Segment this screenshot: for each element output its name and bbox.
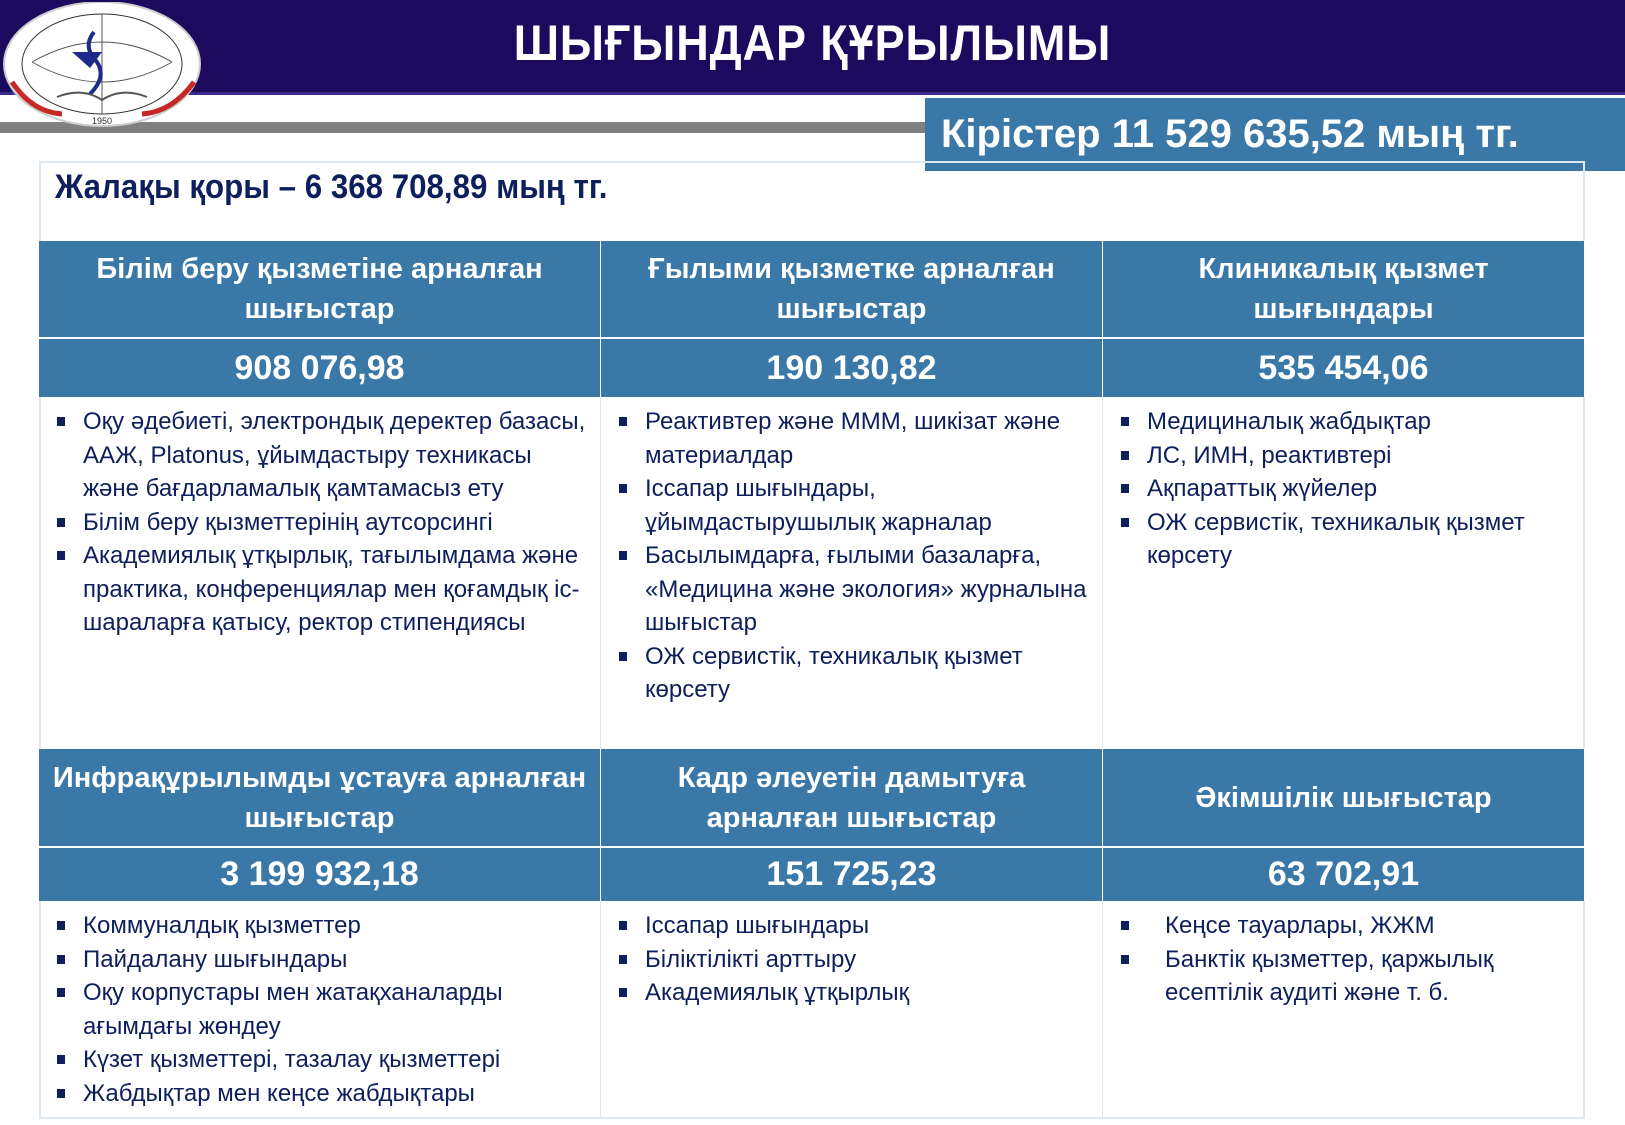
list-item-text: Медициналық жабдықтар [1147,408,1431,435]
list-item [617,405,1094,472]
category-items [1103,397,1585,749]
list-item [1119,943,1576,1010]
list-item-text: Реактивтер және МММ, шикізат және материалдар [645,408,1061,469]
list-item [55,1077,592,1111]
list-item-text: Пайдалану шығындары [83,945,348,973]
list-item-text: Академиялық ұтқырлық [645,979,910,1006]
list-item [55,506,592,540]
page-title: ШЫҒЫНДАР ҚҰРЫЛЫМЫ [513,15,1112,71]
list-item [55,1043,592,1077]
list-item [55,909,592,943]
income-banner: Кірістер 11 529 635,52 мың тг. [925,98,1625,171]
bullet-icon [1121,955,1129,964]
bullet-icon [619,988,627,997]
category-items [1103,901,1585,1119]
list-item-text: Біліктілікті арттыру [645,945,857,973]
list-item-text: ОЖ сервистік, техникалық қызмет көрсету [1147,508,1525,569]
bullet-icon [57,551,65,560]
list-item-text: ЛС, ИМН, реактивтері [1147,441,1392,469]
list-item-text: Оқу әдебиеті, электрондық деректер базасы, ААЖ, Platonus, ұйымдастыру техникасы және бағдарламалық қамтамасыз ету [83,408,586,502]
category-title: Инфрақұрылымды ұстауға арналған шығыстар [39,749,601,846]
bullet-icon [1121,921,1129,930]
category-value: 151 725,23 [601,846,1103,901]
list-item-text: Оқу корпустары мен жатақханаларды ағымдағы жөндеу [83,979,503,1040]
list-item [617,976,1094,1010]
bullet-icon [1121,518,1129,527]
list-item-text: Банктік қызметтер, қаржылық есептілік аудиті және т. б. [1165,945,1494,1006]
category-value: 190 130,82 [601,337,1103,397]
bullet-icon [619,551,627,560]
expense-grid [39,241,1585,1119]
bullet-icon [619,921,627,930]
list-item [617,472,1094,539]
category-items [601,397,1103,749]
list-item [617,943,1094,977]
list-item-text: Іссапар шығындары, ұйымдастырушылық жарналар [645,475,992,536]
category-value: 3 199 932,18 [39,846,601,901]
category-title: Клиникалық қызмет шығындары [1103,241,1585,337]
category-title: Кадр әлеуетін дамытуға арналған шығыстар [601,749,1103,846]
category-items [39,901,601,1119]
category-items [601,901,1103,1119]
bullet-icon [57,921,65,930]
bullet-icon [619,484,627,493]
category-value: 908 076,98 [39,337,601,397]
list-item-text: Коммуналдық қызметтер [83,912,361,939]
bullet-icon [1121,484,1129,493]
list-item [617,909,1094,943]
list-item [1119,405,1576,439]
list-item-text: Басылымдарға, ғылыми базаларға, «Медицина және экология» журналына шығыстар [645,542,1087,636]
list-item [55,539,592,640]
list-item [617,640,1094,707]
list-item [617,539,1094,640]
category-title: Ғылыми қызметке арналған шығыстар [601,241,1103,337]
list-item [1119,472,1576,506]
bullet-icon [57,1055,65,1064]
category-items [39,397,601,749]
bullet-icon [619,652,627,661]
bullet-icon [57,1089,65,1098]
list-item-text: Ақпараттық жүйелер [1147,475,1378,502]
bullet-icon [1121,451,1129,460]
bullet-icon [619,417,627,426]
list-item-text: Іссапар шығындары [645,912,870,939]
list-item-text: Жабдықтар мен кеңсе жабдықтары [83,1079,475,1107]
list-item [55,976,592,1043]
list-item-text: Білім беру қызметтерінің аутсорсингі [83,508,493,536]
category-value: 535 454,06 [1103,337,1585,397]
bullet-icon [57,988,65,997]
category-title: Білім беру қызметіне арналған шығыстар [39,241,601,337]
list-item [1119,506,1576,573]
bullet-icon [57,518,65,527]
title-bar [0,0,1625,95]
list-item-text: ОЖ сервистік, техникалық қызмет көрсету [645,642,1023,703]
bullet-icon [57,417,65,426]
list-item-text: Академиялық ұтқырлық, тағылымдама және практика, конференциялар мен қоғамдық іс-шараларға қатысу, ректор стипендиясы [83,542,580,636]
bullet-icon [1121,417,1129,426]
list-item [1119,909,1576,943]
list-item [55,943,592,977]
logo-year: 1950 [91,116,113,126]
list-item-text: Кеңсе тауарлары, ЖЖМ [1165,912,1435,939]
bullet-icon [57,955,65,964]
list-item-text: Күзет қызметтері, тазалау қызметтері [83,1046,501,1073]
list-item [1119,439,1576,473]
university-logo [2,2,204,128]
bullet-icon [619,955,627,964]
list-item [55,405,592,506]
category-value: 63 702,91 [1103,846,1585,901]
category-title: Әкімшілік шығыстар [1103,749,1585,846]
salary-fund: Жалақы қоры – 6 368 708,89 мың тг. [55,168,608,206]
